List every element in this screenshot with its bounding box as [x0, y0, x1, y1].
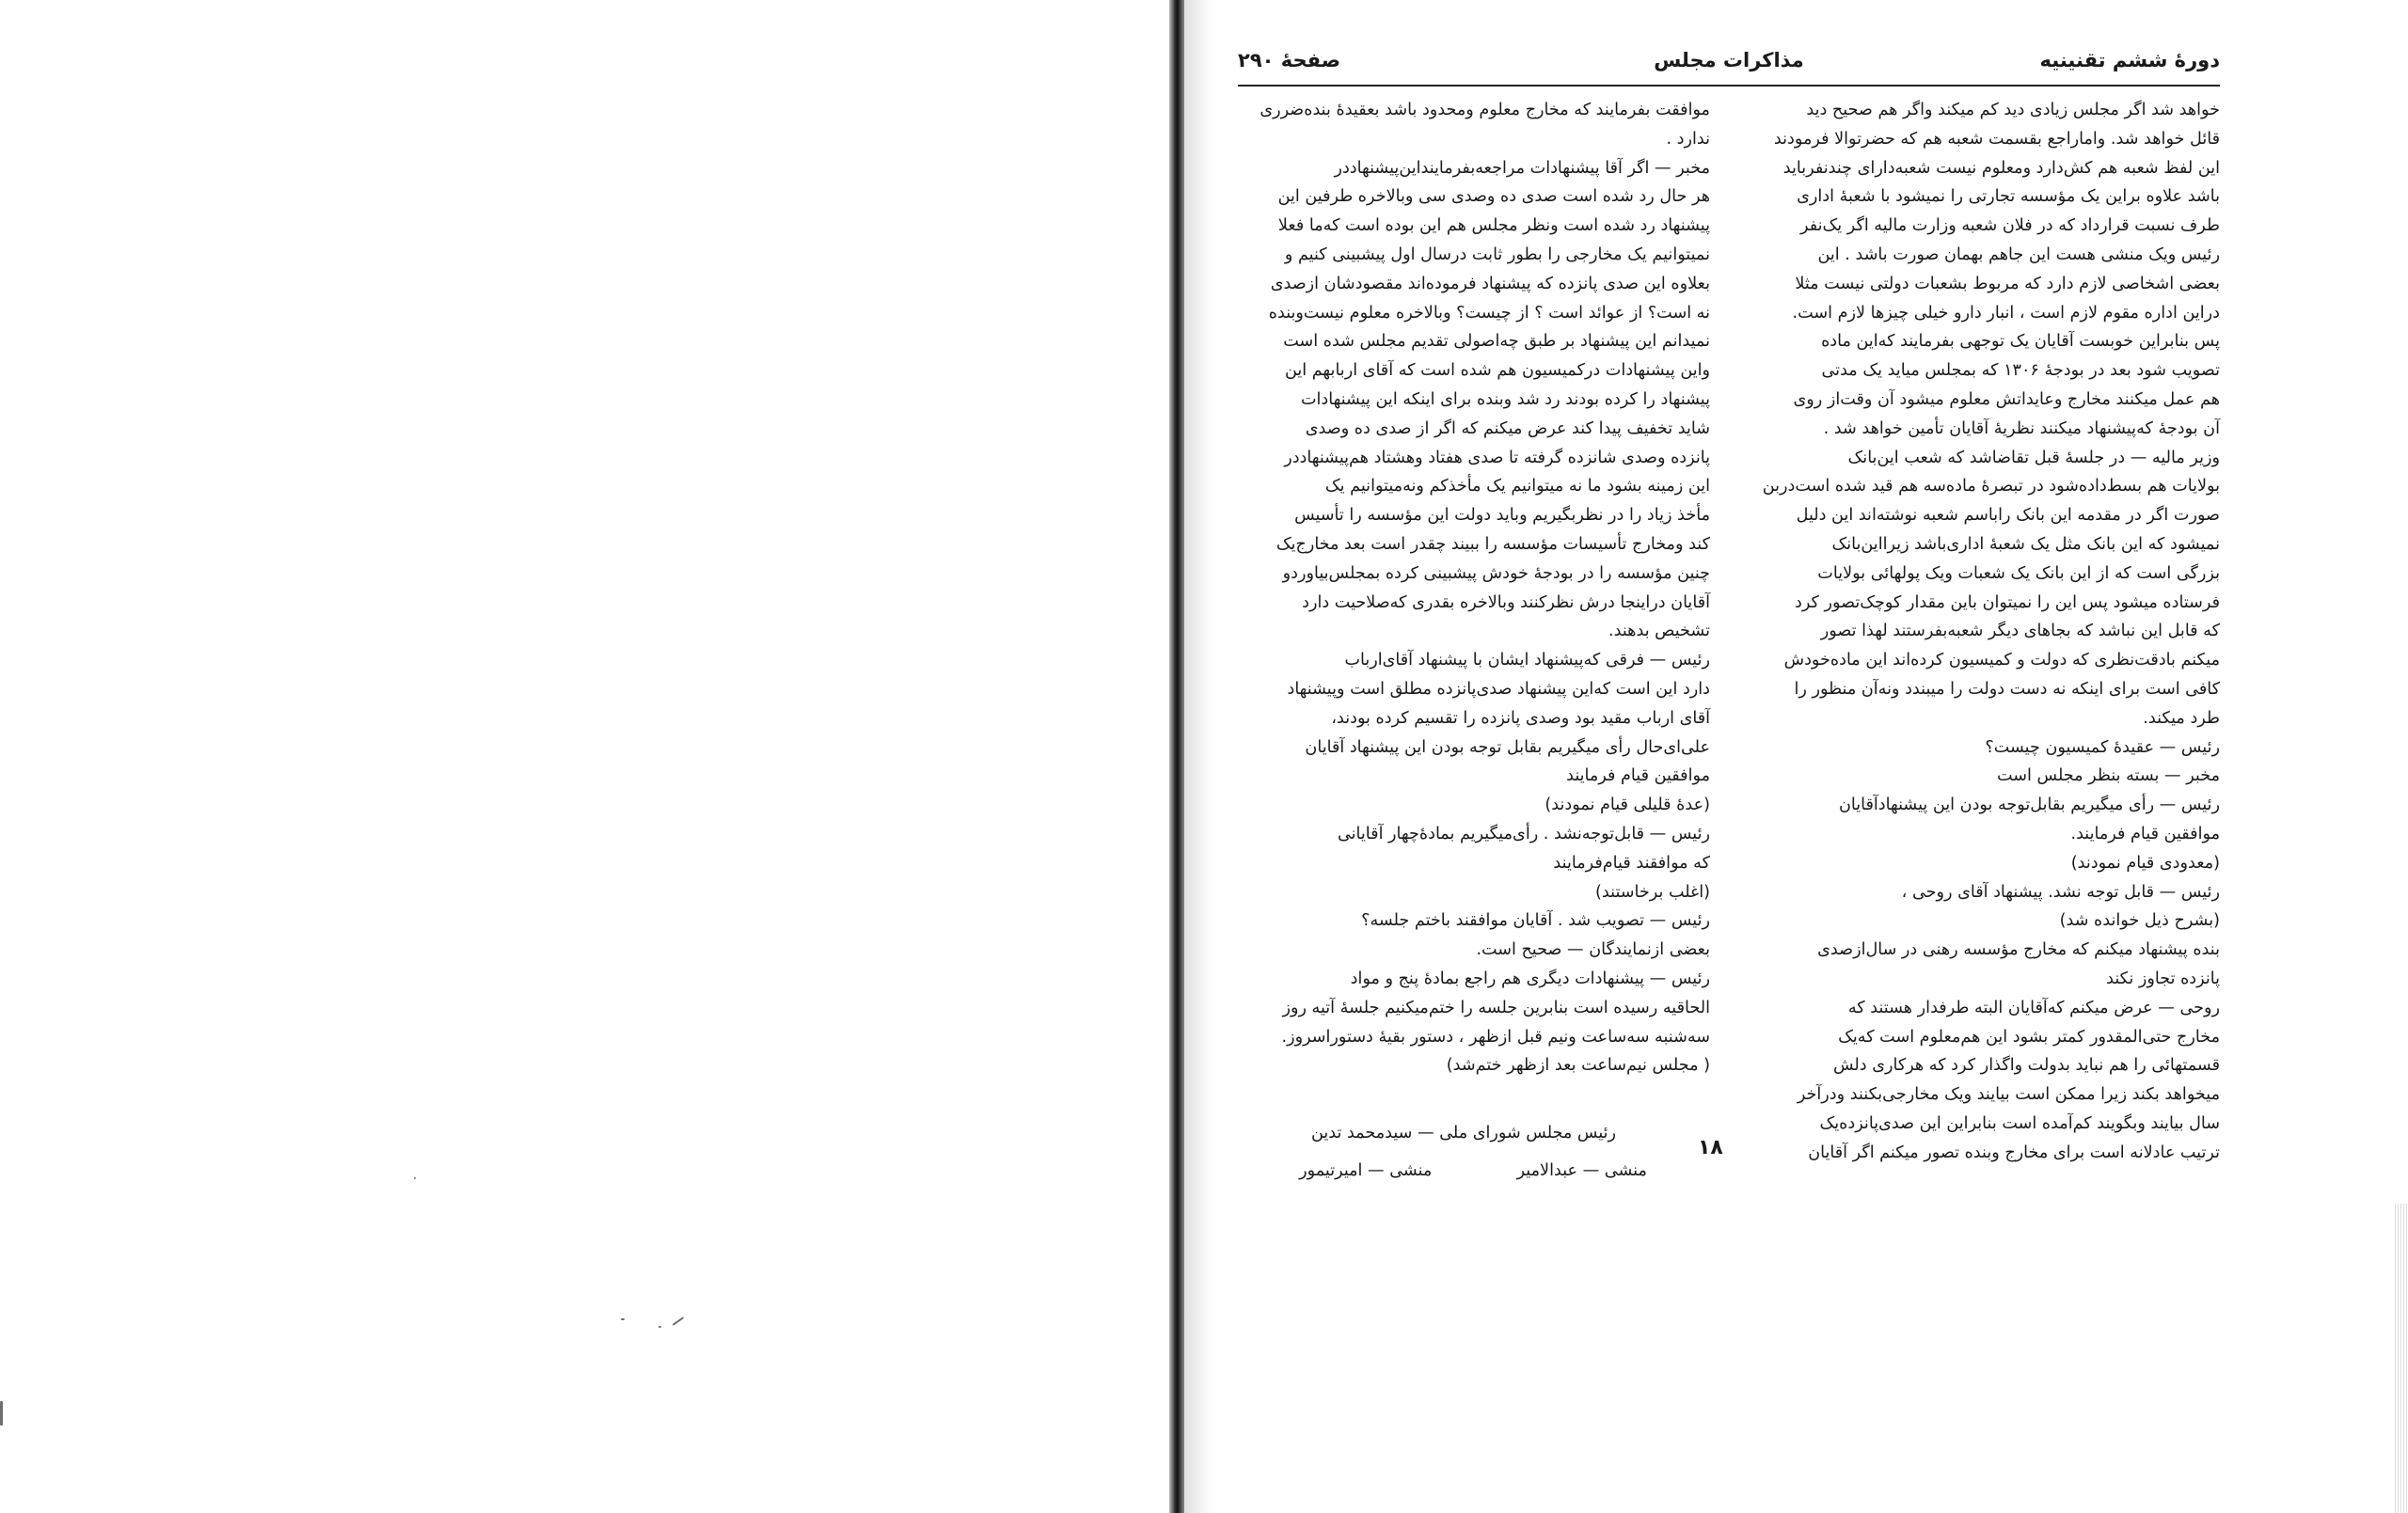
- signature-block: [1257, 1117, 1689, 1187]
- secretaries-row: [1257, 1155, 1689, 1187]
- president-signature: رئیس مجلس شورای ملی — سیدمحمد تدین: [1310, 1124, 1617, 1143]
- blank-left-page: [0, 0, 1166, 1513]
- volume-title: دورهٔ ششم تقنینیه: [2039, 49, 2220, 71]
- scan-speck: [0, 1401, 3, 1426]
- left-column-text: موافقت بفرمایند که مخارج معلوم ومحدود باشد بعقیدهٔ بنده‌ضرری ندارد . مخبر — اگر آقا پیشنهادات مراجعه‌بفرمایند‌این‌پیشنهاددر هر حال رد شده است صدی ده وصدی سی وبالاخره طرفین این پیشنهاد رد شده است ونظر مجلس هم این بوده است که‌ما فعلا نمیتوانیم یک مخارجی را بطور ثابت در‌سال اول پیشبینی کنیم و بعلاوه این صدی پانزده که پیشنهاد فرموده‌اند مقصودشان ازصدی نه است؟ از عوائد است ؟ از چیست؟ وبالاخره معلوم نیست‌وبنده نمیدانم این پیشنهاد بر طبق چه‌اصولی تقدیم مجلس شده است واین پیشنهادات در‌کمیسیون هم شده است که آقای اربابهم این پیشنهاد را کرده بودند رد شد وبنده برای اینکه این پیشنهادات شاید تخفیف پیدا کند عرض میکنم که اگر از صدی ده وصدی پانزده وصدی شانزده گرفته تا صدی هفتاد وهشتاد هم‌پیشنهاددر این زمینه بشود ما نه میتوانیم یک مأخذکم ونه‌میتوانیم یک مأخذ زیاد را در نظربگیریم وباید دولت این مؤسسه را تأسیس کند ومخارج تأسیسات مؤسسه را ببیند چقدر است بعد مخارج‌یک چنین مؤسسه را در بودجهٔ خودش پیشبینی کرده بمجلس‌بیاوردو آقایان دراینجا درش نظر‌کنند وبالاخره بقدری که‌صلاحیت دارد تشخیص بدهند. رئیس — فرقی که‌پیشنهاد ایشان با پیشنهاد آقای‌ارباب دارد این است که‌این پیشنهاد صدی‌پانزده مطلق است وپیشنهاد آقای ارباب مقید بود وصدی پانزده را تقسیم کرده بودند، علی‌ای‌حال رأی میگیریم بقابل توجه بودن این پیشنهاد آقایان موافقین قیام فرمایند (عدهٔ قلیلی قیام نمودند) رئیس — قابل‌توجه‌نشد . رأی‌میگیریم بمادهٔ‌چهار آقایانی که موافقند قیام‌فرمایند (اغلب برخاستند) رئیس — تصویب شد . آقایان موافقند باختم جلسه؟ بعضی ازنمایندگان — صحیح است. رئیس — پیشنهادات دیگری هم راجع بمادهٔ پنج و مواد الحاقیه رسیده است بنابرین جلسه را ختم‌میکنیم جلسهٔ آتیه روز سه‌شنبه سه‌ساعت ونیم قبل ازظهر ، دستور بقیهٔ دستوراسروز. ( مجلس نیم‌ساعت بعد ازظهر ختم‌شد): [1259, 101, 1710, 1076]
- page-edge: [2395, 1204, 2408, 1513]
- right-column-text: خواهد شد اگر مجلس زیادی دید کم میکند واگر هم صحیح دید قائل خواهد شد. واماراجع بقسمت شعبه هم که حضرتوالا فرمودند این لفظ شعبه هم کش‌دارد ومعلوم نیست شعبه‌دارای چندنفرباید باشد علاوه براین یک مؤسسه تجارتی را نمیشود با شعبهٔ اداری طرف نسبت قرارداد که در فلان شعبه وزارت مالیه اگر یک‌نفر رئیس ویک منشی هست این جاهم بهمان صورت باشد . این بعضی اشخاصی لازم دارد که مربوط بشعبات دولتی نیست مثلا دراین اداره مقوم لازم است ، انبار دارو خیلی چیزها لازم است. پس بنابراین خوبست آقایان یک توجهی بفرمایند که‌این ماده تصویب شود بعد در بودجهٔ ۱۳۰۶ که بمجلس میاید یک مدتی هم عمل میکنند مخارج وعایداتش معلوم میشود آن وقت‌از روی آن بودجهٔ که‌پیشنهاد میکنند نظریهٔ آقایان تأمین خواهد شد . وزیر مالیه — در جلسهٔ قبل تقاضاشد که شعب این‌بانک بولایات هم بسط‌داده‌شود در تبصرهٔ ماده‌سه هم قید شده است‌دربن صورت اگر در مقدمه این بانک رابا‌سم شعبه نوشته‌اند این دلیل نمیشود که این بانک مثل یک شعبهٔ اداری‌باشد زیرااین‌بانک بزرگی است که از این بانک یک شعبات ویک پولهائی بولایات فرستاده میشود پس این را نمیتوان باین مقدار کوچک‌تصور کرد که قابل این نباشد که بجاهای دیگر شعبه‌بفرستند لهذا تصور میکنم بادقت‌نظری که دولت و کمیسیون کرده‌اند این ماده‌خودش کافی است برای اینکه نه دست دولت را میبندد ونه‌آن منظور را طرد میکند. رئیس — عقیدهٔ کمیسیون چیست؟ مخبر — بسته بنظر مجلس است رئیس — رأی میگیریم بقابل‌توجه بودن این پیشنهادآقایان موافقین قیام فرمایند. (معدودی قیام نمودند) رئیس — قابل توجه نشد. پیشنهاد آقای روحی ، (بشرح ذیل خوانده شد) بنده پیشنهاد میکنم که مخارج مؤسسه رهنی در سال‌ازصدی پانزده تجاوز نکند روحی — عرض میکنم که‌آقایان البته طرفدار هستند که مخارج حتی‌المقدور کمتر بشود این هم‌معلوم است که‌یک قسمتهائی را هم نباید بدولت واگذار کرد که هرکاری دلش میخواهد بکند زیرا ممکن است بیایند ویک مخارجی‌بکنند ودرآخر سال بیایند وبگویند کم‌آمده است بنابراین این صدی‌پانزده‌یک ترتیب عادلانه است برای مخارج وبنده تصور میکنم اگر آقایان: [1762, 101, 2220, 1162]
- secretary-signature-1: منشی — عبدالامیر: [1516, 1161, 1647, 1180]
- running-head: [1238, 49, 2220, 81]
- book-gutter: [1169, 0, 1184, 1513]
- scan-speck: [621, 1318, 625, 1320]
- header-rule: [1238, 85, 2220, 87]
- scan-speck: [658, 1326, 661, 1328]
- folio-number: ۱۸: [1698, 1136, 1723, 1159]
- publication-title: مذاکرات مجلس: [1654, 49, 1804, 71]
- scan-speck: [414, 1177, 416, 1179]
- scan-speck: [673, 1316, 685, 1326]
- secretary-signature-2: منشی — امیرتیمور: [1299, 1161, 1433, 1180]
- printed-page: [1223, 36, 2220, 1465]
- page-label: صفحهٔ ۲۹۰: [1238, 49, 1341, 71]
- gutter-shadow: [1184, 0, 1212, 1513]
